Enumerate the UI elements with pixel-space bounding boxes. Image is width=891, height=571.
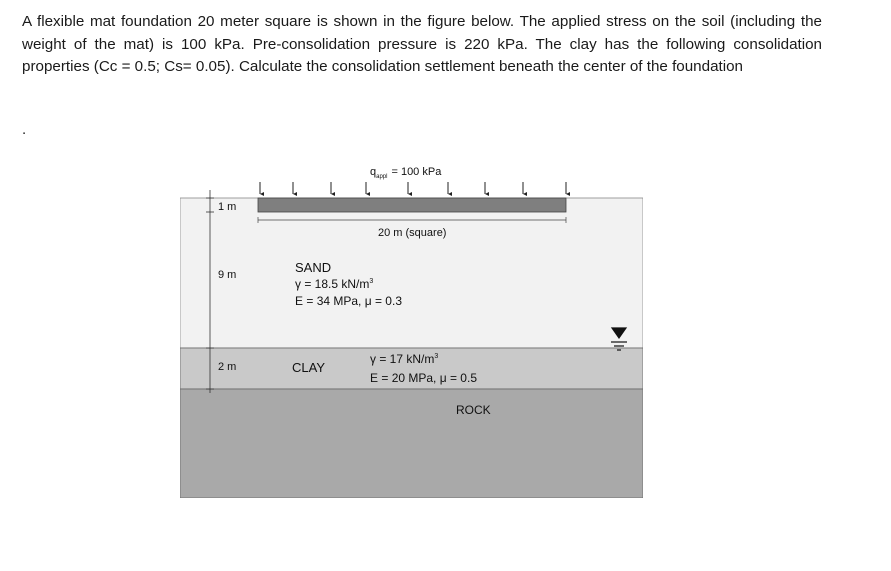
soil-profile-figure [180,160,643,498]
bullet-dot: . [22,121,27,138]
clay-unit-exponent: 3 [434,353,439,360]
load-arrows [260,182,566,194]
rock-layer [180,389,643,498]
clay-unit-weight: γ = 17 kN/m [370,352,435,366]
sand-unit-exponent: 3 [369,278,374,285]
sand-thickness-label: 9 m [218,269,237,281]
problem-statement: A flexible mat foundation 20 meter square is shown in the figure below. The applied stress on the soil (including the weight of the mat) is 100 kPa. Pre-consolidation pressure is 220 kPa. The clay has the following consolidation properties (Cc = 0.5; Cs= 0.05). Calculate the consolidation settlement beneath the center of the foundation [22,13,822,76]
sand-name: SAND [295,260,332,275]
mat-foundation [258,198,566,212]
clay-thickness-label: 2 m [218,361,237,373]
clay-name: CLAY [292,360,325,375]
embed-depth-label: 1 m [218,201,237,213]
svg-text:E = 20 MPa, μ = 0.5 [370,371,477,385]
svg-text:qappl= 100 kPa [370,166,442,180]
load-q-symbol: q [370,166,377,178]
svg-text:γ = 18.5 kN/m3 [295,277,373,291]
sand-unit-weight: γ = 18.5 kN/m [295,277,370,291]
sand-layer [180,198,643,348]
clay-modulus-value: = 20 MPa, μ = 0.5 [378,371,477,385]
rock-name: ROCK [456,403,491,417]
clay-modulus-symbol: E [370,371,379,385]
sand-modulus-symbol: E [295,294,304,308]
svg-text:E = 34 MPa, μ = 0.3 [295,294,402,308]
svg-text:γ = 17 kN/m3 [370,352,438,366]
sand-modulus-value: = 34 MPa, μ = 0.3 [303,294,402,308]
load-q-subscript: appl [376,174,388,180]
footing-width-label: 20 m (square) [378,227,447,239]
load-value: = 100 kPa [391,166,442,178]
